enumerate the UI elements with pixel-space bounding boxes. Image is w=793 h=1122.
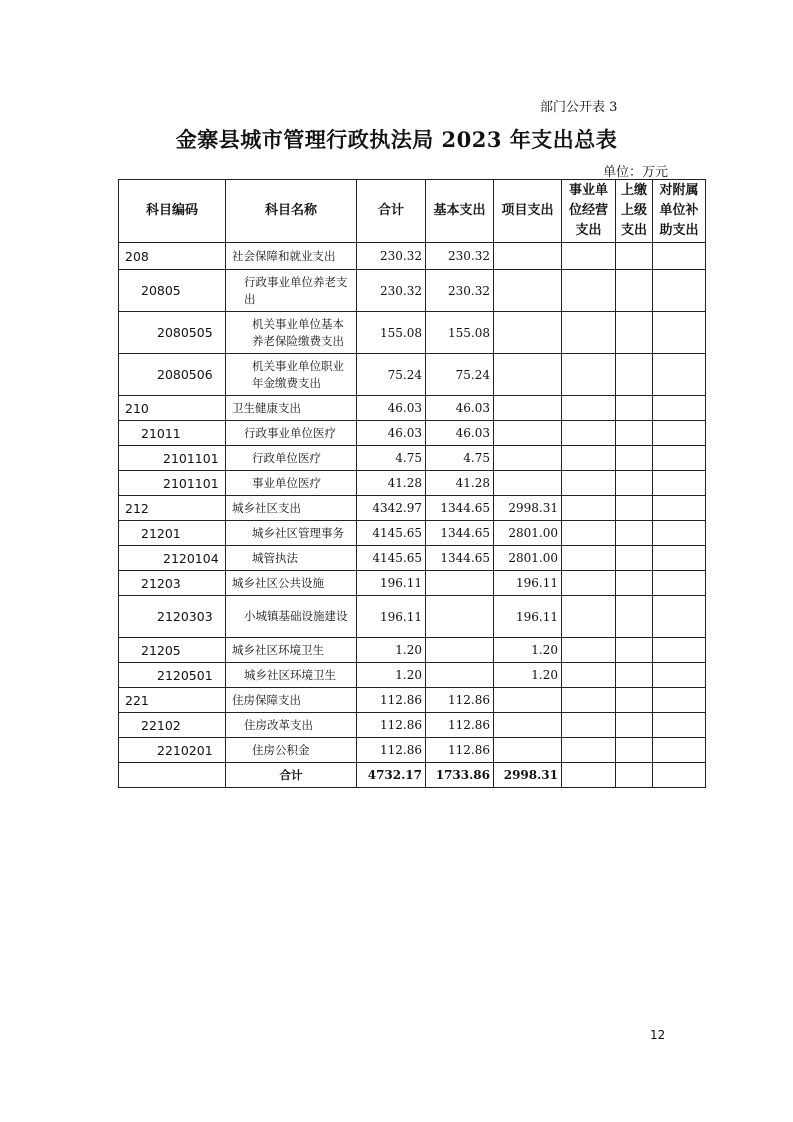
row-project (494, 713, 562, 738)
table-row (119, 521, 706, 546)
table-row (119, 638, 706, 663)
row-name: 城乡社区支出 (226, 496, 357, 521)
row-empty-cell (562, 396, 616, 421)
row-basic: 230.32 (426, 243, 494, 270)
row-total: 155.08 (357, 312, 426, 354)
row-empty-cell (653, 496, 706, 521)
col-header-name: 科目名称 (226, 180, 357, 243)
row-empty-cell (653, 421, 706, 446)
row-project (494, 354, 562, 396)
table-row (119, 496, 706, 521)
row-project (494, 243, 562, 270)
row-basic: 46.03 (426, 396, 494, 421)
row-code: 21011 (119, 421, 226, 446)
row-name: 城管执法 (226, 546, 357, 571)
row-empty-cell (616, 243, 653, 270)
row-name: 行政事业单位养老支出 (226, 270, 357, 312)
row-code: 2120303 (119, 596, 226, 638)
row-empty-cell (653, 446, 706, 471)
total-row-label: 合计 (226, 763, 357, 788)
row-empty-cell (616, 521, 653, 546)
row-code: 208 (119, 243, 226, 270)
unit-label: 单位：万元 (603, 165, 669, 180)
row-empty-cell (653, 713, 706, 738)
row-empty-cell (562, 638, 616, 663)
row-code: 221 (119, 688, 226, 713)
row-name: 小城镇基础设施建设 (226, 596, 357, 638)
row-empty-cell (562, 688, 616, 713)
row-empty-cell (616, 571, 653, 596)
row-empty-cell (653, 354, 706, 396)
row-empty-cell (562, 571, 616, 596)
row-name: 城乡社区管理事务 (226, 521, 357, 546)
row-basic (426, 663, 494, 688)
row-name: 住房公积金 (226, 738, 357, 763)
table-row (119, 713, 706, 738)
table-row (119, 354, 706, 396)
row-empty-cell (616, 471, 653, 496)
row-empty-cell (616, 688, 653, 713)
row-total: 41.28 (357, 471, 426, 496)
row-empty-cell (562, 471, 616, 496)
row-empty-cell (562, 546, 616, 571)
row-project (494, 446, 562, 471)
page-title: 金寨县城市管理行政执法局 2023 年支出总表 (175, 127, 618, 152)
row-total: 4342.97 (357, 496, 426, 521)
total-row-total: 4732.17 (357, 763, 426, 788)
row-project: 196.11 (494, 596, 562, 638)
row-total: 75.24 (357, 354, 426, 396)
row-total: 46.03 (357, 421, 426, 446)
row-total: 1.20 (357, 638, 426, 663)
row-code: 2080505 (119, 312, 226, 354)
row-empty-cell (653, 243, 706, 270)
row-empty-cell (562, 596, 616, 638)
row-empty-cell (653, 270, 706, 312)
table-row (119, 396, 706, 421)
row-total: 4.75 (357, 446, 426, 471)
row-basic: 1344.65 (426, 496, 494, 521)
row-empty-cell (653, 546, 706, 571)
row-empty-cell (616, 354, 653, 396)
expenditure-table (118, 179, 706, 788)
row-empty-cell (616, 546, 653, 571)
row-code: 2120501 (119, 663, 226, 688)
total-row-project: 2998.31 (494, 763, 562, 788)
row-empty-cell (562, 763, 616, 788)
row-project (494, 396, 562, 421)
row-empty-cell (616, 763, 653, 788)
row-project (494, 688, 562, 713)
table-row (119, 596, 706, 638)
row-name: 卫生健康支出 (226, 396, 357, 421)
row-name: 行政单位医疗 (226, 446, 357, 471)
row-basic: 1344.65 (426, 521, 494, 546)
table-row (119, 546, 706, 571)
row-name: 住房改革支出 (226, 713, 357, 738)
row-basic: 112.86 (426, 688, 494, 713)
row-total: 4145.65 (357, 546, 426, 571)
row-empty-cell (616, 446, 653, 471)
row-empty-cell (616, 496, 653, 521)
row-empty-cell (616, 270, 653, 312)
row-empty-cell (653, 638, 706, 663)
col-header-project: 项目支出 (494, 180, 562, 243)
row-total: 230.32 (357, 243, 426, 270)
row-code: 212 (119, 496, 226, 521)
row-name: 城乡社区公共设施 (226, 571, 357, 596)
row-name: 事业单位医疗 (226, 471, 357, 496)
total-row-basic: 1733.86 (426, 763, 494, 788)
row-total: 112.86 (357, 688, 426, 713)
row-basic: 75.24 (426, 354, 494, 396)
row-empty-cell (616, 421, 653, 446)
row-basic: 230.32 (426, 270, 494, 312)
col-header-business: 事业单 位经营 支出 (562, 180, 616, 243)
row-total: 46.03 (357, 396, 426, 421)
row-project: 1.20 (494, 663, 562, 688)
row-project: 196.11 (494, 571, 562, 596)
row-basic: 112.86 (426, 713, 494, 738)
row-empty-cell (616, 738, 653, 763)
row-code: 22102 (119, 713, 226, 738)
row-name: 城乡社区环境卫生 (226, 663, 357, 688)
row-basic: 112.86 (426, 738, 494, 763)
row-empty-cell (562, 270, 616, 312)
table-row (119, 421, 706, 446)
row-code: 2210201 (119, 738, 226, 763)
total-row (119, 763, 706, 788)
row-empty-cell (653, 663, 706, 688)
row-empty-cell (616, 596, 653, 638)
row-project (494, 270, 562, 312)
page-number: 12 (650, 1028, 666, 1042)
row-basic: 155.08 (426, 312, 494, 354)
row-basic (426, 596, 494, 638)
row-total: 112.86 (357, 713, 426, 738)
row-empty-cell (653, 312, 706, 354)
table-row (119, 312, 706, 354)
total-row-empty-code (119, 763, 226, 788)
table-row (119, 663, 706, 688)
row-code: 21201 (119, 521, 226, 546)
row-empty-cell (562, 713, 616, 738)
row-empty-cell (562, 521, 616, 546)
row-code: 2080506 (119, 354, 226, 396)
col-header-basic: 基本支出 (426, 180, 494, 243)
table-row (119, 688, 706, 713)
row-project (494, 312, 562, 354)
row-total: 1.20 (357, 663, 426, 688)
row-empty-cell (653, 521, 706, 546)
row-empty-cell (616, 663, 653, 688)
row-total: 230.32 (357, 270, 426, 312)
col-header-subsidy: 对附属 单位补 助支出 (653, 180, 706, 243)
table-row (119, 270, 706, 312)
row-basic (426, 571, 494, 596)
row-code: 20805 (119, 270, 226, 312)
table-header-row (119, 180, 706, 243)
row-project (494, 421, 562, 446)
row-project: 1.20 (494, 638, 562, 663)
row-empty-cell (562, 312, 616, 354)
row-empty-cell (616, 713, 653, 738)
row-basic: 46.03 (426, 421, 494, 446)
row-name: 机关事业单位基本养老保险缴费支出 (226, 312, 357, 354)
row-empty-cell (562, 421, 616, 446)
row-name: 行政事业单位医疗 (226, 421, 357, 446)
table-row (119, 446, 706, 471)
row-name: 社会保障和就业支出 (226, 243, 357, 270)
row-empty-cell (562, 496, 616, 521)
row-empty-cell (653, 396, 706, 421)
row-code: 210 (119, 396, 226, 421)
row-empty-cell (562, 663, 616, 688)
row-empty-cell (562, 446, 616, 471)
row-name: 住房保障支出 (226, 688, 357, 713)
row-total: 196.11 (357, 571, 426, 596)
row-empty-cell (653, 471, 706, 496)
row-project: 2998.31 (494, 496, 562, 521)
row-total: 196.11 (357, 596, 426, 638)
row-empty-cell (562, 738, 616, 763)
row-basic: 4.75 (426, 446, 494, 471)
table-row (119, 738, 706, 763)
row-project: 2801.00 (494, 521, 562, 546)
row-code: 2101101 (119, 446, 226, 471)
row-total: 112.86 (357, 738, 426, 763)
col-header-total: 合计 (357, 180, 426, 243)
row-name: 机关事业单位职业年金缴费支出 (226, 354, 357, 396)
row-empty-cell (653, 596, 706, 638)
row-project (494, 738, 562, 763)
row-code: 21203 (119, 571, 226, 596)
table-row (119, 571, 706, 596)
row-code: 2101101 (119, 471, 226, 496)
row-basic (426, 638, 494, 663)
row-empty-cell (653, 738, 706, 763)
row-name: 城乡社区环境卫生 (226, 638, 357, 663)
row-total: 4145.65 (357, 521, 426, 546)
row-project (494, 471, 562, 496)
row-empty-cell (653, 571, 706, 596)
row-empty-cell (616, 312, 653, 354)
row-project: 2801.00 (494, 546, 562, 571)
row-empty-cell (653, 688, 706, 713)
row-empty-cell (562, 243, 616, 270)
row-empty-cell (616, 638, 653, 663)
col-header-code: 科目编码 (119, 180, 226, 243)
row-basic: 1344.65 (426, 546, 494, 571)
col-header-remit: 上缴 上级 支出 (616, 180, 653, 243)
row-code: 21205 (119, 638, 226, 663)
row-empty-cell (616, 396, 653, 421)
row-empty-cell (653, 763, 706, 788)
row-empty-cell (562, 354, 616, 396)
table-row (119, 471, 706, 496)
table-row (119, 243, 706, 270)
row-basic: 41.28 (426, 471, 494, 496)
row-code: 2120104 (119, 546, 226, 571)
document-label: 部门公开表 3 (540, 100, 618, 115)
